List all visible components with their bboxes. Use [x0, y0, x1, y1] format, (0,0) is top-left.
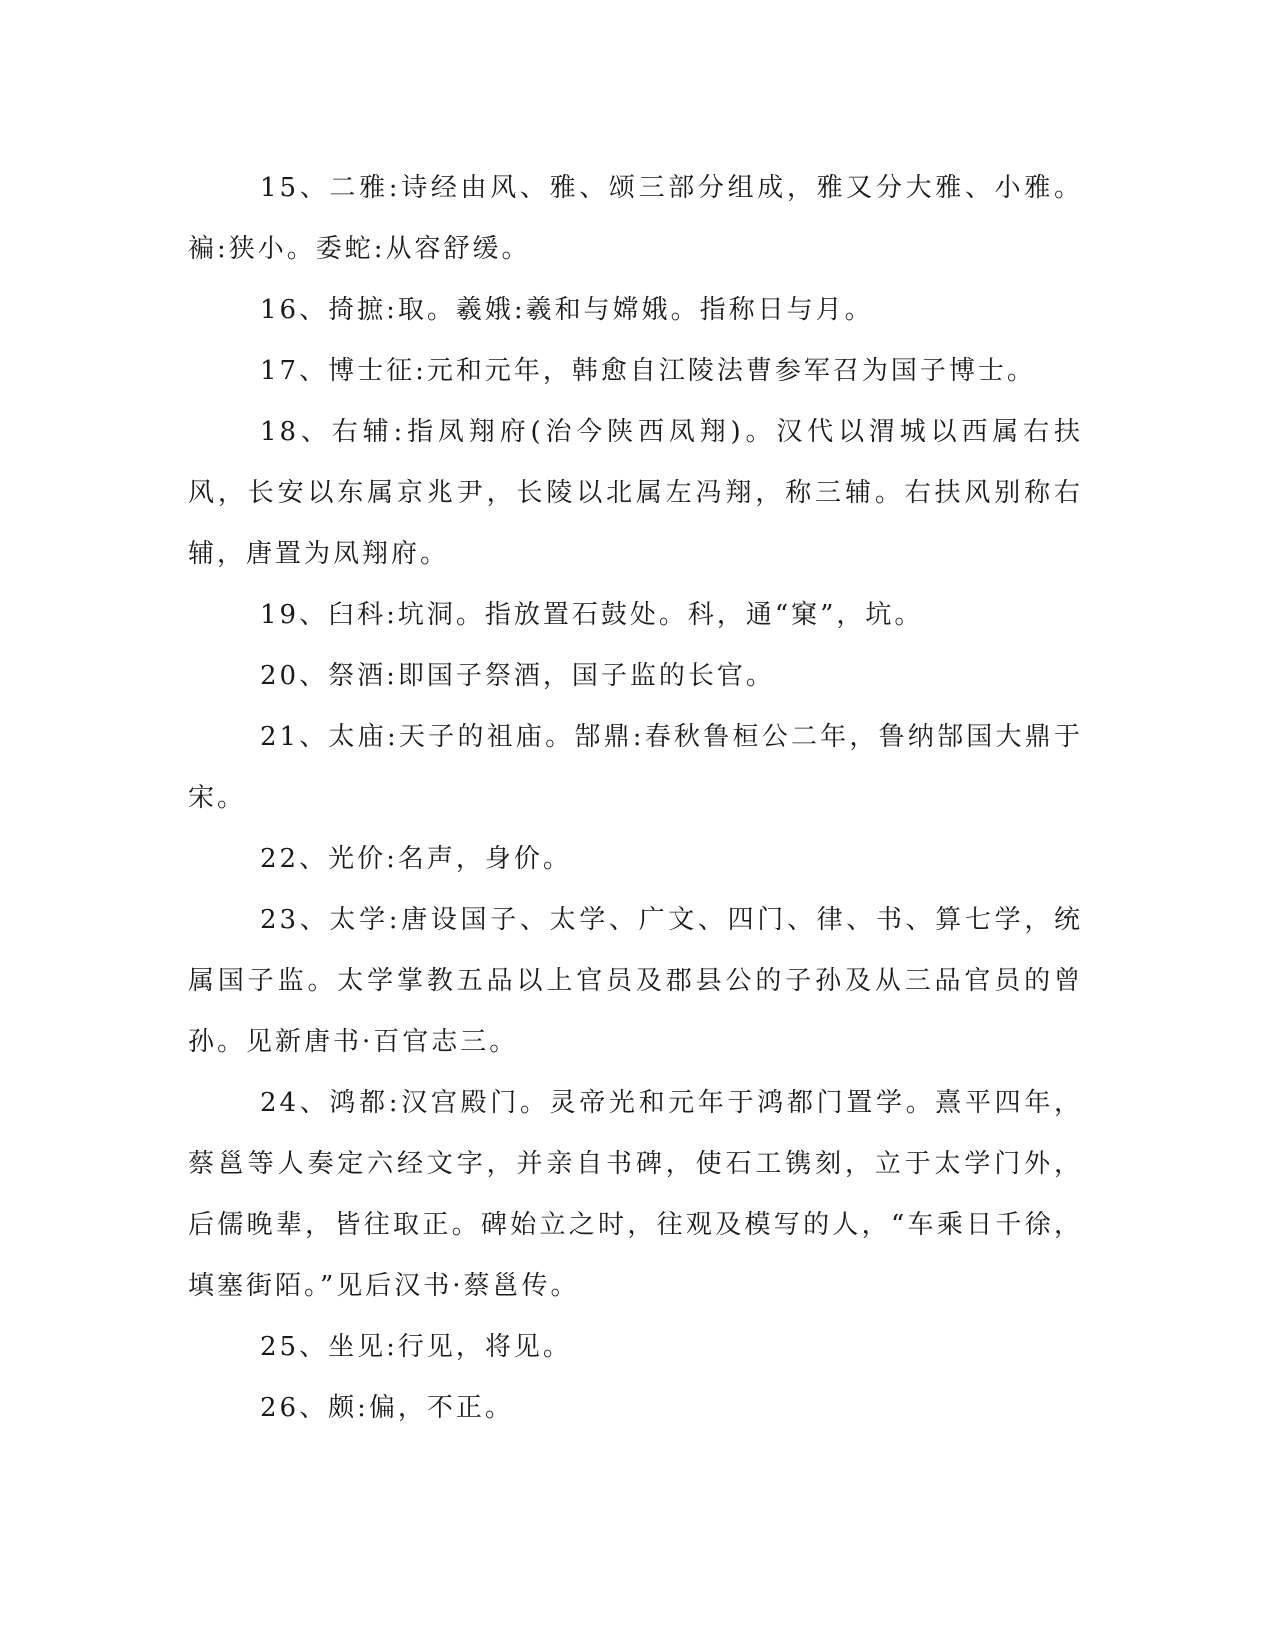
annotation-note-19: 19、臼科:坑洞。指放置石鼓处。科，通“窠”，坑。	[260, 600, 924, 630]
annotation-note-25: 25、坐见:行见，将见。	[260, 1332, 572, 1362]
annotation-note-21: 21、太庙:天子的祖庙。郜鼎:春秋鲁桓公二年，鲁纳郜国大鼎于宋。	[188, 722, 1083, 813]
annotation-note-24: 24、鸿都:汉宫殿门。灵帝光和元年于鸿都门置学。熹平四年，蔡邕等人奏定六经文字，并亲自书碑，使石工镌刻，立于太学门外，后儒晚辈，皆往取正。碑始立之时，往观及模写的人，“车乘日千徐，填塞街陌。”见后汉书·蔡邕传。	[188, 1088, 1083, 1301]
annotation-list	[188, 158, 1083, 1439]
annotation-note-26: 26、颇:偏，不正。	[260, 1393, 514, 1423]
annotation-note-20: 20、祭酒:即国子祭酒，国子监的长官。	[260, 661, 775, 691]
annotation-note-22: 22、光价:名声，身价。	[260, 844, 572, 874]
annotation-note-17: 17、博士征:元和元年，韩愈自江陵法曹参军召为国子博士。	[260, 356, 1036, 386]
annotation-note-18: 18、右辅:指凤翔府(治今陕西凤翔)。汉代以渭城以西属右扶风，长安以东属京兆尹，长陵以北属左冯翔，称三辅。右扶风别称右辅，唐置为凤翔府。	[188, 417, 1083, 569]
annotation-note-15: 15、二雅:诗经由风、雅、颂三部分组成，雅又分大雅、小雅。褊:狭小。委蛇:从容舒缓。	[188, 173, 1083, 264]
annotation-note-16: 16、掎摭:取。羲娥:羲和与嫦娥。指称日与月。	[260, 295, 874, 325]
annotation-note-23: 23、太学:唐设国子、太学、广文、四门、律、书、算七学，统属国子监。太学掌教五品以上官员及郡县公的子孙及从三品官员的曾孙。见新唐书·百官志三。	[188, 905, 1083, 1057]
